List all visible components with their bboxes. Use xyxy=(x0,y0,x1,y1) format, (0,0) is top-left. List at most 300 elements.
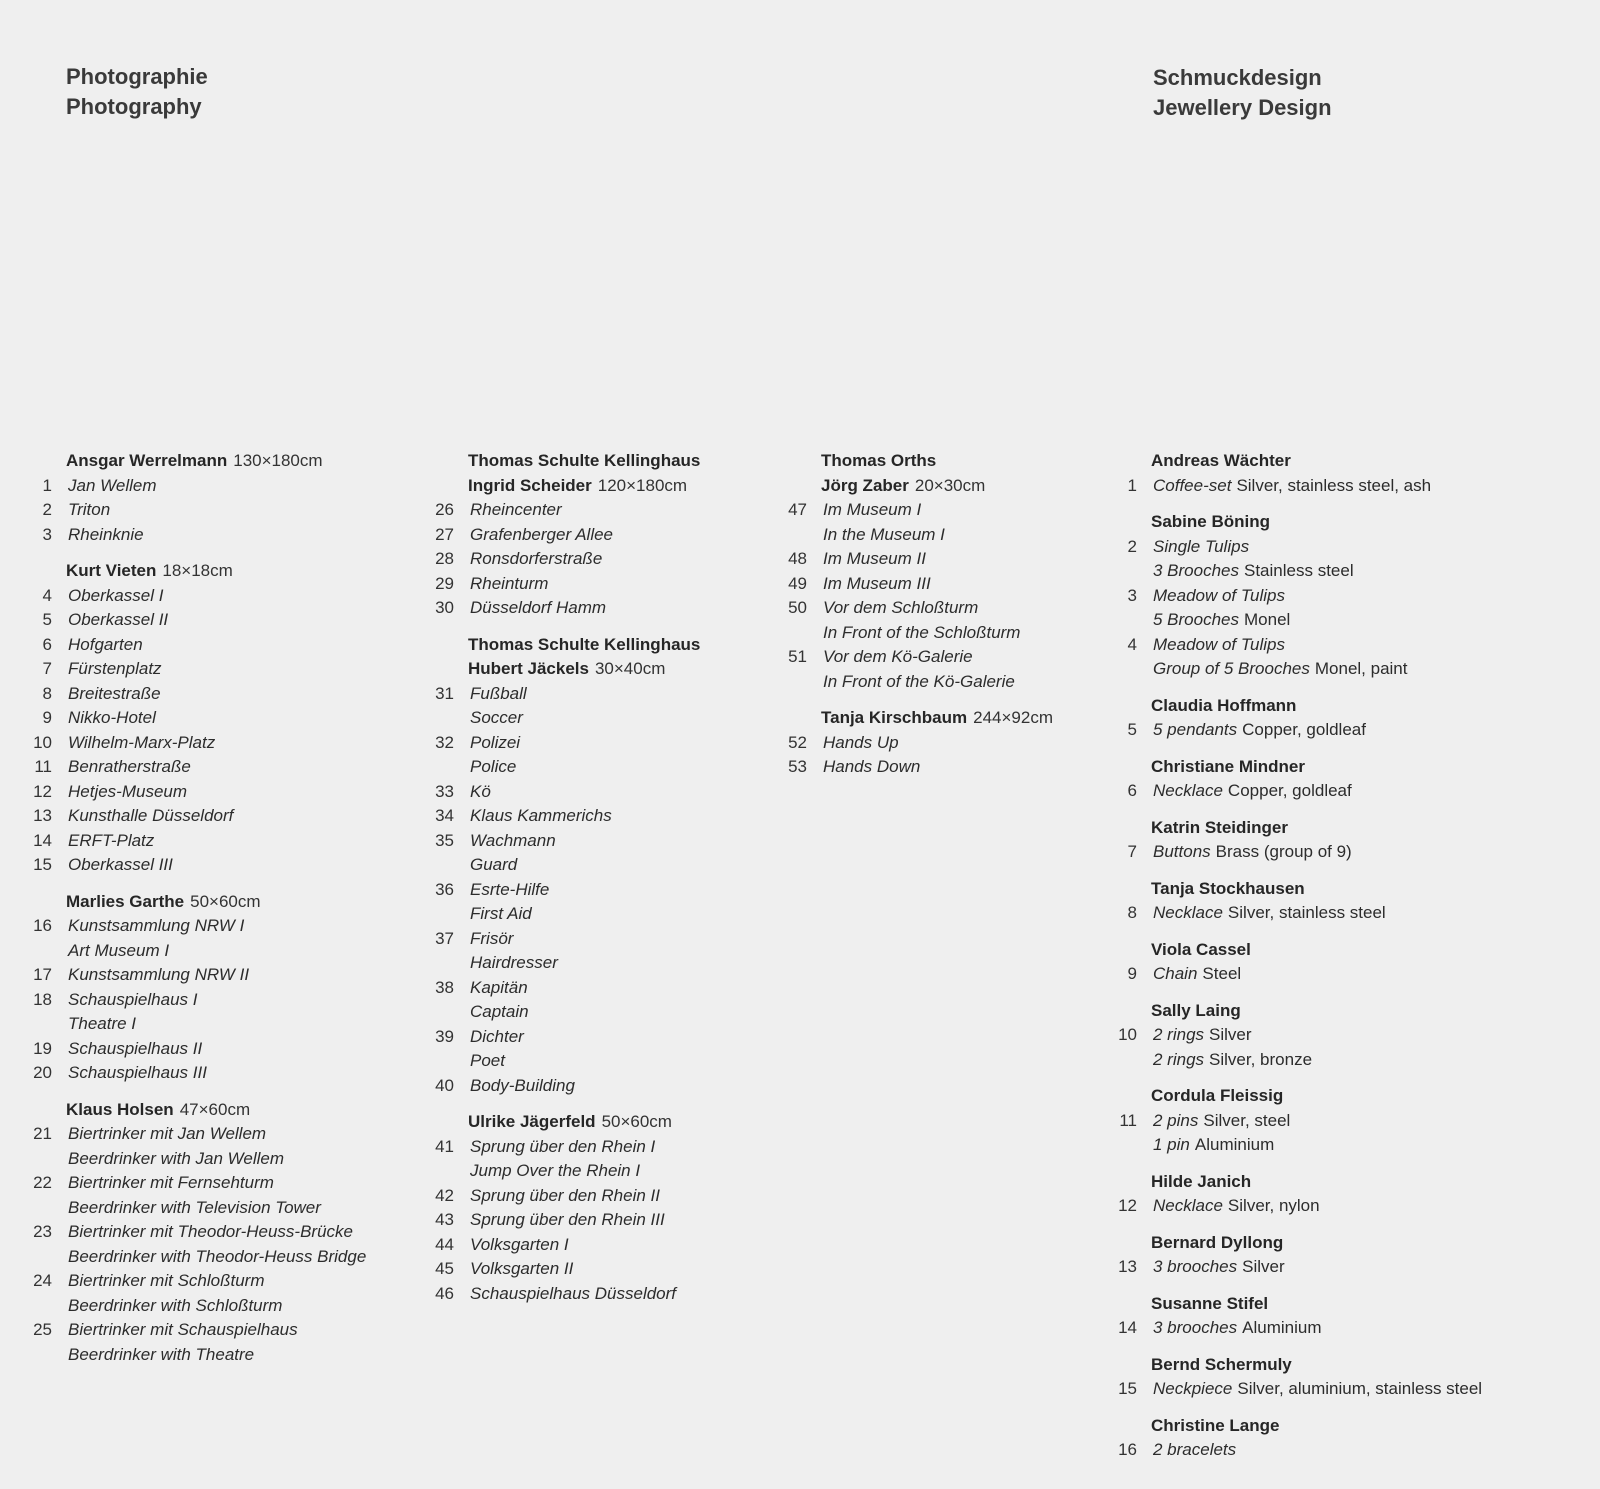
catalogue-entry xyxy=(1113,1023,1482,1072)
entry-number: 41 xyxy=(435,1136,454,1156)
catalogue-entry xyxy=(430,780,700,805)
artwork-dimensions: 30×40cm xyxy=(594,659,666,678)
entry-titles xyxy=(1153,1255,1285,1280)
catalogue-entry xyxy=(430,572,700,597)
entry-number: 1 xyxy=(1127,475,1137,495)
entry-title: Jump Over the Rhein I xyxy=(470,1161,641,1180)
entry-number: 29 xyxy=(435,573,454,593)
catalogue-entry xyxy=(28,804,366,829)
entry-number: 2 xyxy=(42,500,52,519)
artist-group xyxy=(28,890,366,1086)
catalogue-entry xyxy=(28,657,366,682)
artist-group xyxy=(1113,694,1482,743)
catalogue-entry xyxy=(28,523,366,548)
entry-titles xyxy=(470,1074,575,1099)
entry-titles xyxy=(823,731,899,756)
entry-titles xyxy=(470,829,556,878)
catalogue-entry xyxy=(1113,1377,1482,1402)
entry-title-line xyxy=(470,706,527,731)
entry-number: 47 xyxy=(788,500,807,519)
entry-material: Silver, aluminium, stainless steel xyxy=(1237,1379,1483,1398)
entry-title-line xyxy=(68,1245,366,1270)
entry-title-line xyxy=(1153,1255,1285,1280)
entry-title: Chain xyxy=(1153,964,1198,983)
entry-material: Silver, stainless steel, ash xyxy=(1236,475,1432,495)
artist-name-line xyxy=(28,559,366,584)
entry-title: Nikko-Hotel xyxy=(68,708,156,727)
entry-number: 24 xyxy=(33,1271,52,1290)
artist-name-line xyxy=(430,474,700,499)
entry-title-line xyxy=(68,1037,202,1062)
entry-number: 46 xyxy=(435,1283,454,1303)
entry-title-line xyxy=(1153,1194,1320,1219)
artwork-dimensions: 50×60cm xyxy=(190,891,261,911)
entry-number: 34 xyxy=(435,806,454,825)
entry-title-line xyxy=(470,1000,529,1025)
entry-title-line xyxy=(68,1196,321,1221)
artist-name: Claudia Hoffmann xyxy=(1151,695,1297,715)
entry-title-line xyxy=(68,657,162,682)
entry-title-line xyxy=(470,853,556,878)
entry-number: 6 xyxy=(1127,781,1137,800)
entry-title: Biertrinker mit Schloßturm xyxy=(68,1271,265,1290)
entry-title: Schauspielhaus I xyxy=(68,989,198,1009)
entry-title-line xyxy=(470,902,549,927)
entry-titles xyxy=(1153,1194,1320,1219)
entry-titles xyxy=(470,1282,676,1307)
entry-title: Body-Building xyxy=(470,1075,575,1095)
catalogue-entry xyxy=(430,976,700,1025)
entry-titles xyxy=(68,682,161,707)
artwork-dimensions: 20×30cm xyxy=(914,475,986,495)
entry-title: Schauspielhaus II xyxy=(68,1038,203,1058)
entry-number: 52 xyxy=(788,732,807,752)
entry-number: 23 xyxy=(33,1222,52,1241)
entry-titles xyxy=(1153,779,1352,804)
artist-name: Hubert Jäckels xyxy=(468,659,589,678)
catalogue-entry xyxy=(1113,584,1482,633)
entry-title: Esrte-Hilfe xyxy=(470,879,550,899)
catalogue-entry xyxy=(430,547,700,572)
entry-title-line xyxy=(470,523,613,548)
entry-title: Neckpiece xyxy=(1153,1379,1233,1398)
catalogue-entry xyxy=(28,914,366,963)
entry-material: Monel xyxy=(1244,610,1291,629)
entry-titles xyxy=(1153,633,1408,682)
catalogue-entry xyxy=(430,1233,700,1258)
artist-name: Klaus Holsen xyxy=(66,1099,174,1119)
heading-photography-en: Photography xyxy=(66,94,202,119)
entry-title: Sprung über den Rhein I xyxy=(470,1136,656,1156)
entry-number: 36 xyxy=(435,879,454,899)
entry-title: Meadow of Tulips xyxy=(1153,634,1285,654)
entry-title: Klaus Kammerichs xyxy=(470,806,612,825)
catalogue-entry xyxy=(1113,840,1482,865)
entry-titles xyxy=(68,498,110,523)
artist-name-line xyxy=(430,633,700,658)
entry-number: 53 xyxy=(788,757,807,776)
artist-group xyxy=(1113,999,1482,1073)
artist-name-line xyxy=(1113,938,1482,963)
catalogue-entry xyxy=(430,829,700,878)
entry-titles xyxy=(1153,1377,1482,1402)
entry-number: 18 xyxy=(33,989,52,1009)
artist-name-line xyxy=(783,706,1053,731)
entry-title-line xyxy=(68,988,197,1013)
entry-title: Biertrinker mit Theodor-Heuss-Brücke xyxy=(68,1222,353,1241)
catalogue-entry xyxy=(28,780,366,805)
entry-title-line xyxy=(470,731,520,756)
entry-number: 19 xyxy=(33,1038,52,1058)
catalogue-entry xyxy=(28,1061,366,1086)
entry-title-line xyxy=(470,804,612,829)
catalogue-entry xyxy=(430,804,700,829)
entry-titles xyxy=(470,682,527,731)
entry-titles xyxy=(470,523,613,548)
artist-name: Kurt Vieten xyxy=(66,561,157,580)
artist-group xyxy=(783,449,1053,694)
entry-title: Wachmann xyxy=(470,830,556,850)
entry-material: Silver xyxy=(1209,1025,1252,1044)
entry-titles xyxy=(823,547,926,572)
entry-title-line xyxy=(68,1318,298,1343)
entry-titles xyxy=(68,523,144,548)
photography-column-3 xyxy=(783,449,1053,792)
artist-name: Bernd Schermuly xyxy=(1151,1354,1292,1374)
entry-title-line xyxy=(68,804,233,829)
catalogue-entry xyxy=(28,608,366,633)
entry-title: Oberkassel I xyxy=(68,585,164,605)
entry-title: Sprung über den Rhein II xyxy=(470,1185,660,1205)
entry-title: Benratherstraße xyxy=(68,757,191,776)
entry-title: Im Museum I xyxy=(823,500,922,519)
entry-titles xyxy=(68,755,191,780)
entry-title-line xyxy=(68,755,191,780)
artist-name: Thomas Orths xyxy=(821,451,937,470)
entry-number: 15 xyxy=(1118,1379,1137,1398)
artist-name: Andreas Wächter xyxy=(1151,451,1291,470)
catalogue-entry xyxy=(430,1074,700,1099)
artwork-dimensions: 130×180cm xyxy=(233,451,323,470)
artwork-dimensions: 120×180cm xyxy=(597,475,688,495)
entry-title-line xyxy=(470,498,562,523)
entry-titles xyxy=(1153,1438,1236,1463)
entry-title-line xyxy=(470,780,491,805)
entry-title-line xyxy=(68,682,161,707)
entry-title: Fußball xyxy=(470,683,527,703)
entry-titles xyxy=(823,755,920,780)
entry-titles xyxy=(68,608,168,633)
entry-title-line xyxy=(470,1074,575,1099)
entry-number: 12 xyxy=(33,781,52,801)
catalogue-entry xyxy=(783,572,1053,597)
artist-name-line xyxy=(1113,510,1482,535)
artist-name: Susanne Stifel xyxy=(1151,1293,1269,1313)
entry-title: Theatre I xyxy=(68,1014,137,1033)
entry-title: 5 Brooches xyxy=(1153,610,1239,629)
entry-number: 13 xyxy=(33,806,52,825)
entry-title-line xyxy=(823,523,945,548)
artist-name-line xyxy=(430,449,700,474)
entry-titles xyxy=(68,1220,366,1269)
entry-title: Beerdrinker with Theatre xyxy=(68,1344,255,1364)
entry-title: Meadow of Tulips xyxy=(1153,585,1285,605)
entry-number: 14 xyxy=(33,830,52,850)
artist-name: Bernard Dyllong xyxy=(1151,1232,1284,1252)
entry-title-line xyxy=(1153,779,1352,804)
entry-title: Beerdrinker with Television Tower xyxy=(68,1197,321,1217)
entry-number: 49 xyxy=(788,573,807,593)
entry-title-line xyxy=(470,878,549,903)
entry-titles xyxy=(68,963,249,988)
entry-titles xyxy=(470,878,549,927)
entry-number: 12 xyxy=(1118,1196,1137,1215)
entry-title-line xyxy=(1153,1133,1290,1158)
entry-title-line xyxy=(470,1184,660,1209)
entry-title-line xyxy=(1153,474,1431,499)
artist-name: Sabine Böning xyxy=(1151,512,1270,531)
artist-group xyxy=(430,633,700,1099)
entry-title: Wilhelm-Marx-Platz xyxy=(68,732,216,752)
entry-title-line xyxy=(470,1282,676,1307)
entry-title-line xyxy=(68,1061,207,1086)
entry-title-line xyxy=(1153,962,1241,987)
entry-title: Schauspielhaus III xyxy=(68,1063,207,1082)
catalogue-entry xyxy=(28,1220,366,1269)
entry-title: Kunstsammlung NRW II xyxy=(68,965,250,984)
entry-number: 31 xyxy=(435,683,454,703)
entry-titles xyxy=(68,988,197,1037)
artist-name: Jörg Zaber xyxy=(821,475,909,495)
artist-group xyxy=(1113,1414,1482,1463)
entry-number: 32 xyxy=(435,732,454,752)
entry-title: Oberkassel II xyxy=(68,610,169,629)
catalogue-entry xyxy=(1113,779,1482,804)
artwork-dimensions: 50×60cm xyxy=(601,1112,672,1131)
entry-titles xyxy=(1153,1023,1312,1072)
entry-title: Dichter xyxy=(470,1026,524,1046)
entry-title: Polizei xyxy=(470,732,521,752)
entry-title-line xyxy=(470,596,606,621)
artist-name: Katrin Steidinger xyxy=(1151,817,1288,837)
entry-title: 1 pin xyxy=(1153,1135,1190,1154)
entry-title-line xyxy=(68,829,154,854)
entry-title: 5 pendants xyxy=(1153,720,1238,739)
entry-number: 42 xyxy=(435,1185,454,1205)
entry-number: 17 xyxy=(33,965,52,984)
entry-titles xyxy=(470,976,529,1025)
entry-title: Volksgarten I xyxy=(470,1234,569,1254)
entry-titles xyxy=(1153,474,1431,499)
artist-name-line xyxy=(783,449,1053,474)
entry-title: Kapitän xyxy=(470,977,528,997)
artist-name: Sally Laing xyxy=(1151,1000,1241,1020)
catalogue-entry xyxy=(783,755,1053,780)
entry-title-line xyxy=(823,621,1020,646)
entry-number: 40 xyxy=(435,1075,454,1095)
entry-title: Captain xyxy=(470,1002,529,1021)
entry-titles xyxy=(470,1257,573,1282)
entry-title-line xyxy=(470,951,558,976)
entry-material: Silver, stainless steel xyxy=(1227,903,1386,922)
entry-number: 51 xyxy=(788,647,807,666)
artwork-dimensions: 18×18cm xyxy=(162,561,233,580)
entry-title: Triton xyxy=(68,500,111,519)
entry-number: 43 xyxy=(435,1210,454,1229)
entry-number: 50 xyxy=(788,598,807,617)
entry-title: Beerdrinker with Theodor-Heuss Bridge xyxy=(68,1246,367,1266)
artist-name: Tanja Stockhausen xyxy=(1151,878,1305,898)
artist-name: Cordula Fleissig xyxy=(1151,1086,1284,1105)
entry-title-line xyxy=(68,1171,321,1196)
entry-title-line xyxy=(823,670,1015,695)
entry-titles xyxy=(68,706,156,731)
entry-titles xyxy=(1153,1316,1321,1341)
entry-titles xyxy=(68,1171,321,1220)
entry-title-line xyxy=(470,1049,524,1074)
entry-title-line xyxy=(823,645,1015,670)
entry-titles xyxy=(1153,535,1354,584)
entry-number: 48 xyxy=(788,549,807,568)
entry-title-line xyxy=(68,633,143,658)
entry-title: Rheinknie xyxy=(68,524,144,544)
jewellery-column xyxy=(1113,449,1482,1475)
catalogue-entry xyxy=(430,1257,700,1282)
entry-title-line xyxy=(470,927,558,952)
entry-material: Stainless steel xyxy=(1244,561,1354,580)
entry-material: Aluminium xyxy=(1242,1318,1322,1337)
entry-titles xyxy=(1153,901,1386,926)
entry-number: 4 xyxy=(1127,634,1137,654)
entry-number: 26 xyxy=(435,500,454,519)
entry-title-line xyxy=(1153,1023,1312,1048)
entry-number: 5 xyxy=(42,610,52,629)
entry-title: 3 Brooches xyxy=(1153,561,1239,580)
entry-title: Biertrinker mit Jan Wellem xyxy=(68,1124,267,1143)
entry-number: 7 xyxy=(1127,842,1137,861)
catalogue-entry xyxy=(430,927,700,976)
entry-number: 10 xyxy=(1118,1025,1137,1044)
heading-jewellery-design-en: Jewellery Design xyxy=(1153,95,1332,120)
catalogue-entry xyxy=(430,1025,700,1074)
entry-number: 35 xyxy=(435,830,454,850)
entry-title: Vor dem Schloßturm xyxy=(823,598,979,617)
entry-number: 10 xyxy=(33,732,52,752)
entry-material: Aluminium xyxy=(1194,1135,1275,1154)
artist-group xyxy=(28,1098,366,1368)
entry-title-line xyxy=(1153,608,1290,633)
catalogue-entry xyxy=(28,755,366,780)
entry-titles xyxy=(68,914,244,963)
entry-titles xyxy=(68,853,173,878)
entry-title-line xyxy=(68,1294,282,1319)
entry-title: Beerdrinker with Jan Wellem xyxy=(68,1148,285,1168)
artist-group xyxy=(28,559,366,878)
entry-title-line xyxy=(1153,901,1386,926)
artist-group xyxy=(1113,755,1482,804)
artist-name-line xyxy=(1113,1292,1482,1317)
entry-number: 16 xyxy=(33,916,52,935)
artist-group xyxy=(1113,449,1482,498)
entry-title: Jan Wellem xyxy=(68,475,157,495)
entry-title: Schauspielhaus Düsseldorf xyxy=(470,1283,677,1303)
entry-material: Monel, paint xyxy=(1314,659,1408,678)
entry-titles xyxy=(68,1318,298,1367)
entry-number: 45 xyxy=(435,1259,454,1278)
entry-title: First Aid xyxy=(470,904,532,923)
entry-title-line xyxy=(470,572,548,597)
entry-title-line xyxy=(823,572,931,597)
entry-title-line xyxy=(68,608,168,633)
entry-number: 28 xyxy=(435,549,454,568)
catalogue-entry xyxy=(1113,718,1482,743)
entry-number: 39 xyxy=(435,1026,454,1046)
entry-title-line xyxy=(68,853,173,878)
catalogue-entry xyxy=(430,523,700,548)
entry-title-line xyxy=(1153,559,1354,584)
entry-title: Buttons xyxy=(1153,842,1211,861)
entry-number: 7 xyxy=(42,659,52,678)
entry-number: 11 xyxy=(34,757,52,776)
entry-titles xyxy=(470,547,602,572)
artist-name-line xyxy=(1113,1084,1482,1109)
entry-title-line xyxy=(823,731,899,756)
catalogue-entry xyxy=(28,963,366,988)
entry-title-line xyxy=(823,498,945,523)
entry-titles xyxy=(470,1135,655,1184)
artist-group xyxy=(1113,877,1482,926)
entry-titles xyxy=(68,657,162,682)
entry-title: Breitestraße xyxy=(68,683,161,703)
entry-number: 3 xyxy=(42,524,52,544)
entry-title: Kunsthalle Düsseldorf xyxy=(68,806,234,825)
artist-name-line xyxy=(1113,755,1482,780)
entry-title-line xyxy=(470,1025,524,1050)
entry-title-line xyxy=(68,1012,197,1037)
entry-title-line xyxy=(68,584,163,609)
entry-material: Silver, nylon xyxy=(1227,1196,1320,1215)
entry-titles xyxy=(68,1122,284,1171)
catalogue-entry xyxy=(430,1208,700,1233)
entry-title: Beerdrinker with Schloßturm xyxy=(68,1295,283,1315)
entry-number: 8 xyxy=(42,683,52,703)
entry-titles xyxy=(470,780,491,805)
entry-titles xyxy=(470,731,520,780)
entry-title: Soccer xyxy=(470,708,523,727)
entry-title: Art Museum I xyxy=(68,940,170,960)
artist-name-line xyxy=(430,657,700,682)
entry-title: In Front of the Schloßturm xyxy=(823,622,1021,642)
entry-title: Hands Down xyxy=(823,757,921,776)
artist-group xyxy=(1113,1231,1482,1280)
artist-name: Tanja Kirschbaum xyxy=(821,708,968,727)
entry-titles xyxy=(68,633,143,658)
entry-number: 4 xyxy=(42,585,52,605)
catalogue-entry xyxy=(28,706,366,731)
entry-title: 2 rings xyxy=(1153,1025,1205,1044)
catalogue-entry xyxy=(28,633,366,658)
entry-titles xyxy=(68,1269,282,1318)
entry-number: 1 xyxy=(42,475,52,495)
entry-title: Biertrinker mit Schauspielhaus xyxy=(68,1320,298,1339)
entry-titles xyxy=(470,1233,569,1258)
entry-titles xyxy=(470,596,606,621)
entry-title: In the Museum I xyxy=(823,524,945,544)
entry-titles xyxy=(470,927,558,976)
catalogue-entry xyxy=(430,682,700,731)
artist-group xyxy=(1113,1170,1482,1219)
entry-title-line xyxy=(470,976,529,1001)
